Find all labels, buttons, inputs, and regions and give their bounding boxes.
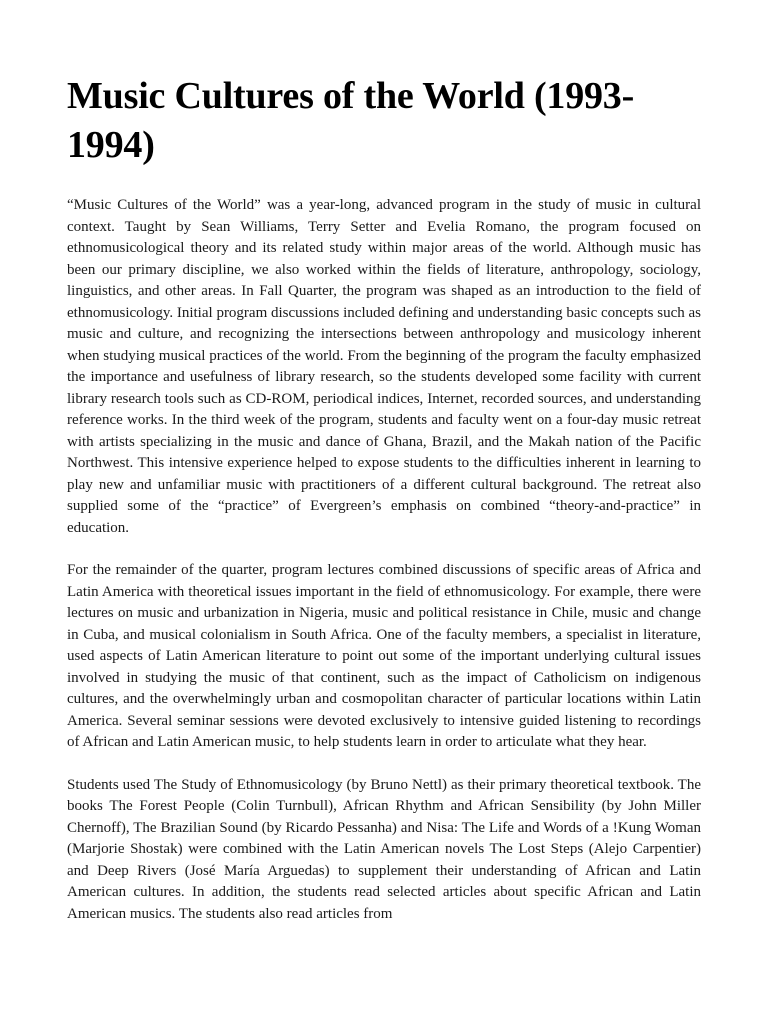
paragraph-readings: Students used The Study of Ethnomusicology (by Bruno Nettl) as their primary theoretical textbook. The books The Forest People (Colin Turnbull), African Rhythm and African Sensibility (by John Miller Chernoff), The Brazilian Sound (by Ricardo Pessanha) and Nisa: The Life and Words of a !Kung Woman (Marjorie Shostak) were combined with the Latin American novels The Lost Steps (Alejo Carpentier) and Deep Rivers (José María Arguedas) to supplement their understanding of African and Latin American cultures. In addition, the students read selected articles about specific African and Latin American musics. The students also read articles from: [67, 776, 701, 922]
document-page: [67, 72, 701, 946]
paragraph-remainder-of-quarter: For the remainder of the quarter, program lectures combined discussions of specific areas of Africa and Latin America with theoretical issues important in the field of ethnomusicology. For example, there were lectures on music and urbanization in Nigeria, music and political resistance in Chile, music and change in Cuba, and musical colonialism in South Africa. One of the faculty members, a specialist in literature, used aspects of Latin American literature to point out some of the important underlying cultural issues involved in studying the music of that continent, such as the impact of Catholicism on indigenous cultures, and the overwhelmingly urban and cosmopolitan character of particular locations within Latin America. Several seminar sessions were devoted exclusively to intensive guided listening to recordings of African and Latin American music, to help students learn in order to articulate what they hear.: [67, 562, 701, 750]
page-title: Music Cultures of the World (1993-1994): [67, 75, 635, 166]
paragraph-intro: “Music Cultures of the World” was a year-long, advanced program in the study of music in cultural context. Taught by Sean Williams, Terry Setter and Evelia Romano, the program focused on ethnomusicological theory and its related study within major areas of the world. Although music has been our primary discipline, we also worked within the fields of literature, anthropology, sociology, linguistics, and other areas. In Fall Quarter, the program was shaped as an introduction to the field of ethnomusicology. Initial program discussions included defining and understanding basic concepts such as music and culture, and recognizing the intersections between anthropology and musicology inherent when studying musical practices of the world. From the beginning of the program the faculty emphasized the importance and usefulness of library research, so the students developed some facility with current library research tools such as CD-ROM, periodical indices, Internet, recorded sources, and understanding reference works. In the third week of the program, students and faculty went on a four-day music retreat with artists specializing in the music and dance of Ghana, Brazil, and the Makah nation of the Pacific Northwest. This intensive experience helped to expose students to the difficulties inherent in learning to play new and unfamiliar music with practitioners of a different cultural background. The retreat also supplied some of the “practice” of Evergreen’s emphasis on combined “theory-and-practice” in education.: [67, 197, 701, 536]
